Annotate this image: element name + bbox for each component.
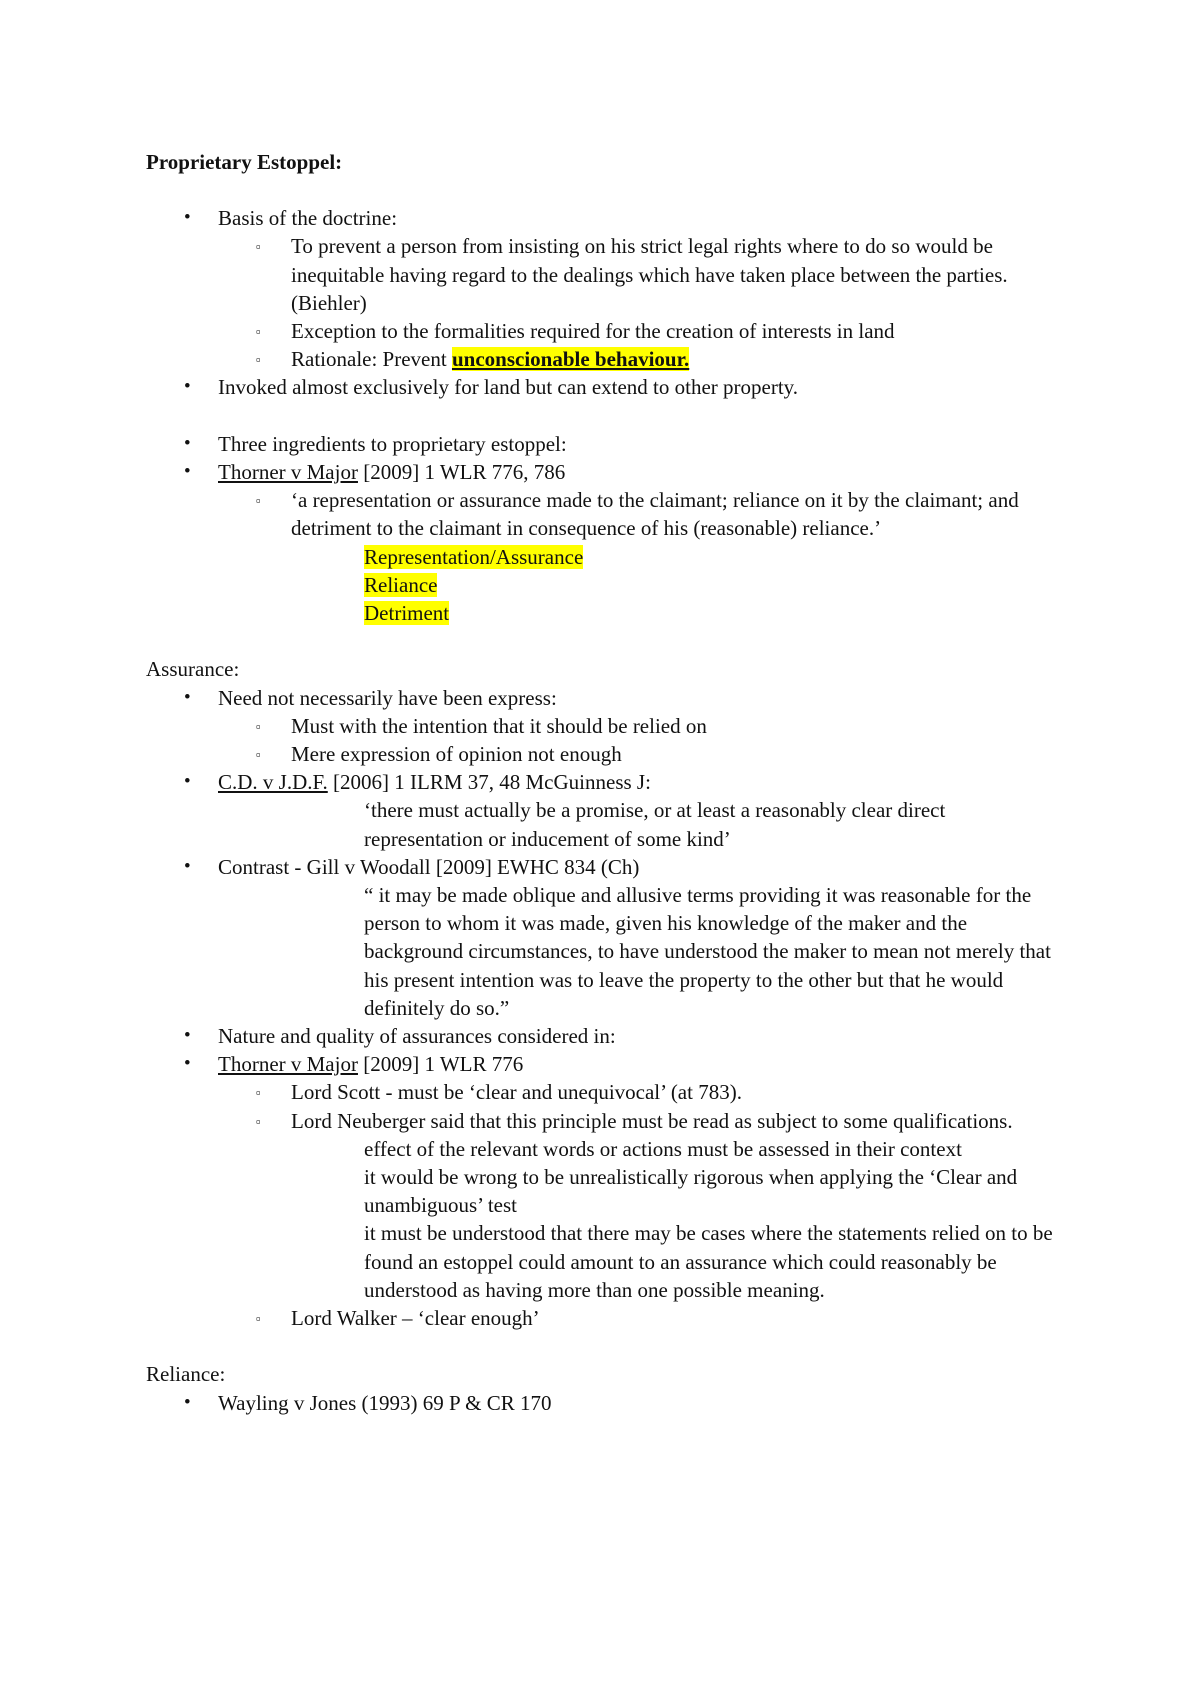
list-item: effect of the relevant words or actions must be assessed in their context — [364, 1136, 962, 1161]
list-item: ▫ Exception to the formalities required for the creation of interests in land — [146, 317, 1066, 345]
list-item: • Nature and quality of assurances considered in: — [146, 1022, 1066, 1050]
section-heading-assurance: Assurance: — [146, 657, 240, 682]
bullet-icon: • — [184, 1053, 191, 1075]
bullet-icon: • — [184, 376, 191, 398]
list-item: Representation/Assurance — [364, 544, 584, 569]
list-item: • Invoked almost exclusively for land but can extend to other property. — [146, 373, 1066, 401]
case-name: Thorner v Major — [218, 460, 358, 485]
list-item: • C.D. v J.D.F. [2006] 1 ILRM 37, 48 McGuinness J: — [146, 768, 1066, 796]
bullet-icon: • — [184, 432, 191, 454]
list-item: Reliance — [364, 572, 438, 597]
list-item: ▫ Lord Walker – ‘clear enough’ — [146, 1304, 1066, 1332]
list-item: • Need not necessarily have been express: — [146, 684, 1066, 712]
list-item: Detriment — [364, 601, 450, 626]
bullet-icon: • — [184, 1025, 191, 1047]
bullet-icon: • — [184, 771, 191, 793]
list-item: ‘there must actually be a promise, or at least a reasonably clear direct representation or inducement of some kind’ — [364, 798, 946, 851]
document-body — [146, 148, 1066, 1417]
list-item: • Basis of the doctrine: — [146, 204, 1066, 232]
bullet-icon: • — [184, 686, 191, 708]
bullet-icon: • — [184, 207, 191, 229]
section-heading-reliance: Reliance: — [146, 1362, 226, 1387]
list-item: ▫ Lord Scott - must be ‘clear and unequivocal’ (at 783). — [146, 1078, 1066, 1106]
square-bullet-icon: ▫ — [256, 718, 261, 734]
list-item: “ it may be made oblique and allusive terms providing it was reasonable for the person to whom it was made, given his knowledge of the maker and the background circumstances, to have understood the maker to mean not merely that his present intention was to leave the property to the other but that he would definitely do so.” — [364, 883, 1051, 1020]
list-item: ▫ Mere expression of opinion not enough — [146, 740, 1066, 768]
list-item: • Thorner v Major [2009] 1 WLR 776, 786 — [146, 458, 1066, 486]
list-item: ▫ Must with the intention that it should be relied on — [146, 712, 1066, 740]
list-item: ▫ Rationale: Prevent unconscionable behaviour. — [146, 345, 1066, 373]
highlighted-text: unconscionable behaviour. — [451, 347, 690, 372]
list-item: • Thorner v Major [2009] 1 WLR 776 — [146, 1050, 1066, 1078]
bullet-icon: • — [184, 1391, 191, 1413]
square-bullet-icon: ▫ — [256, 239, 261, 255]
square-bullet-icon: ▫ — [256, 1085, 261, 1101]
list-item: • Wayling v Jones (1993) 69 P & CR 170 — [146, 1389, 1066, 1417]
list-item: • Contrast - Gill v Woodall [2009] EWHC 834 (Ch) — [146, 853, 1066, 881]
square-bullet-icon: ▫ — [256, 747, 261, 763]
case-name: Thorner v Major — [218, 1052, 358, 1077]
square-bullet-icon: ▫ — [256, 352, 261, 368]
square-bullet-icon: ▫ — [256, 324, 261, 340]
list-item: it would be wrong to be unrealistically rigorous when applying the ‘Clear and unambiguous’ test — [364, 1165, 1018, 1218]
list-item: • Three ingredients to proprietary estoppel: — [146, 430, 1066, 458]
bullet-icon: • — [184, 855, 191, 877]
square-bullet-icon: ▫ — [256, 493, 261, 509]
page-title: Proprietary Estoppel: — [146, 150, 343, 174]
list-item: ▫ To prevent a person from insisting on his strict legal rights where to do so would be inequitable having regard to the dealings which have taken place between the parties. (Biehler) — [256, 234, 1008, 315]
bullet-icon: • — [184, 461, 191, 483]
square-bullet-icon: ▫ — [256, 1113, 261, 1129]
case-name: C.D. v J.D.F. — [218, 770, 328, 795]
square-bullet-icon: ▫ — [256, 1311, 261, 1327]
list-item: ▫ Lord Neuberger said that this principle must be read as subject to some qualifications. — [146, 1107, 1066, 1135]
list-item: ▫ ‘a representation or assurance made to the claimant; reliance on it by the claimant; and detriment to the claimant in consequence of his (reasonable) reliance.’ — [256, 488, 1019, 541]
list-item: it must be understood that there may be cases where the statements relied on to be found an estoppel could amount to an assurance which could reasonably be understood as having more than one possible meaning. — [364, 1221, 1053, 1302]
